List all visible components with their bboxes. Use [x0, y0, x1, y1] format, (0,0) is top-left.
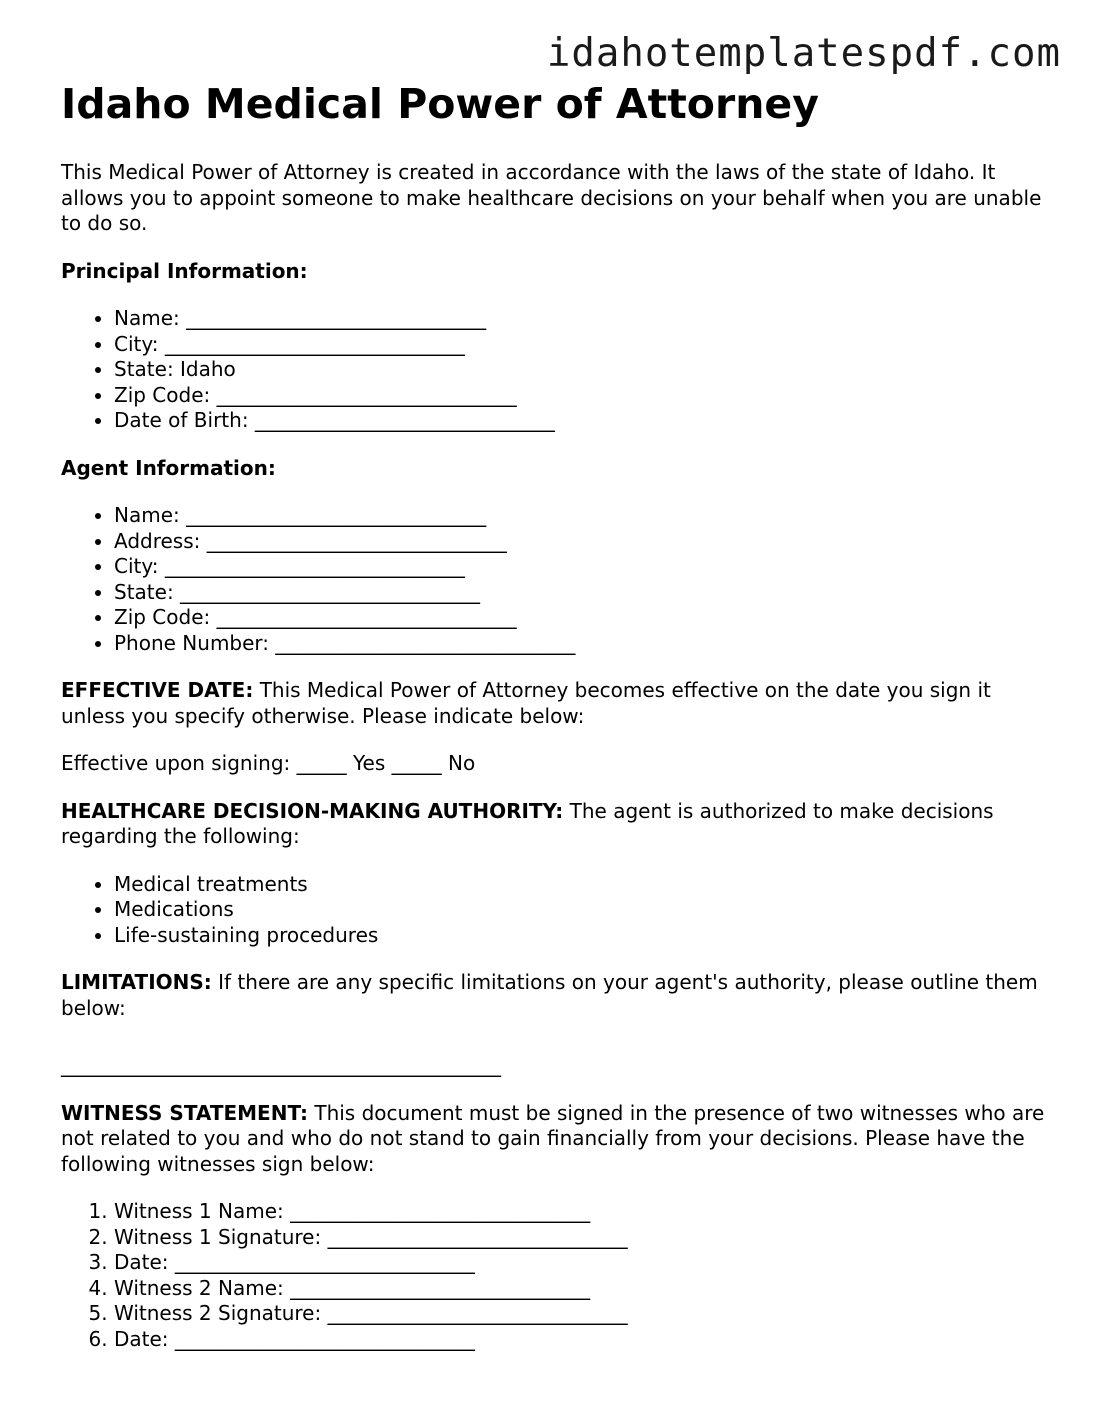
watermark-site-name: idahotemplatespdf.com [546, 31, 1061, 76]
witness-2-date-field: 6. Date: ______________________________ [114, 1327, 1046, 1353]
authority-item: • Medical treatments [114, 872, 1046, 898]
witness-1-signature-field: 2. Witness 1 Signature: ______________________________ [114, 1225, 1046, 1251]
witness-text: This document must be signed in the presence of two witnesses who are not related to you and who do not stand to gain financially from your decisions. Please have the following witnesses sign below: [61, 1100, 1045, 1176]
agent-city-field: • City: ______________________________ [114, 554, 1046, 580]
agent-list [61, 503, 1046, 656]
agent-address-field: • Address: ______________________________ [114, 529, 1046, 555]
witness-label: WITNESS STATEMENT: [61, 1100, 308, 1125]
authority-item: • Life-sustaining procedures [114, 923, 1046, 949]
witness-1-date-field: 3. Date: ______________________________ [114, 1250, 1046, 1276]
effective-date-label: EFFECTIVE DATE: [61, 678, 254, 702]
authority-item: • Medications [114, 897, 1046, 923]
authority-label: HEALTHCARE DECISION-MAKING AUTHORITY: [61, 798, 564, 823]
witness-paragraph [61, 1101, 1046, 1178]
principal-list [61, 306, 1046, 434]
agent-zip-field: • Zip Code: ______________________________ [114, 605, 1046, 631]
agent-phone-field: • Phone Number: ______________________________ [114, 631, 1046, 657]
effective-date-text: This Medical Power of Attorney becomes effective on the date you sign it unless you specify otherwise. Please indicate below: [61, 678, 991, 728]
limitations-label: LIMITATIONS: [61, 970, 212, 994]
effective-date-paragraph [61, 678, 1046, 729]
limitations-blank-line: ____________________________________________ [61, 1053, 501, 1077]
agent-name-field: • Name: ______________________________ [114, 503, 1046, 529]
intro-paragraph: This Medical Power of Attorney is created in accordance with the laws of the state of Idaho. It allows you to appoint someone to make healthcare decisions on your behalf when you are unable to do so. [61, 160, 1042, 235]
witness-2-signature-field: 5. Witness 2 Signature: ______________________________ [114, 1301, 1046, 1327]
authority-text: The agent is authorized to make decisions regarding the following: [61, 798, 994, 848]
principal-state-field: • State: Idaho [114, 357, 1046, 383]
principal-dob-field: • Date of Birth: ______________________________ [114, 408, 1046, 434]
witness-1-name-field: 1. Witness 1 Name: ______________________________ [114, 1199, 1046, 1225]
agent-heading: Agent Information: [61, 455, 276, 480]
authority-list [61, 872, 1046, 949]
principal-name-field: • Name: ______________________________ [114, 306, 1046, 332]
principal-zip-field: • Zip Code: ______________________________ [114, 383, 1046, 409]
document-title: Idaho Medical Power of Attorney [61, 80, 819, 128]
witness-list [61, 1199, 1046, 1352]
witness-2-name-field: 4. Witness 2 Name: ______________________________ [114, 1276, 1046, 1302]
authority-paragraph [61, 799, 1046, 850]
principal-city-field: • City: ______________________________ [114, 332, 1046, 358]
agent-state-field: • State: ______________________________ [114, 580, 1046, 606]
document-page [61, 80, 1046, 1352]
effective-upon-signing-line: Effective upon signing: _____ Yes _____ No [61, 751, 476, 775]
principal-heading: Principal Information: [61, 258, 308, 283]
limitations-paragraph [61, 970, 1046, 1021]
limitations-text: If there are any specific limitations on your agent's authority, please outline them below: [61, 970, 1038, 1020]
